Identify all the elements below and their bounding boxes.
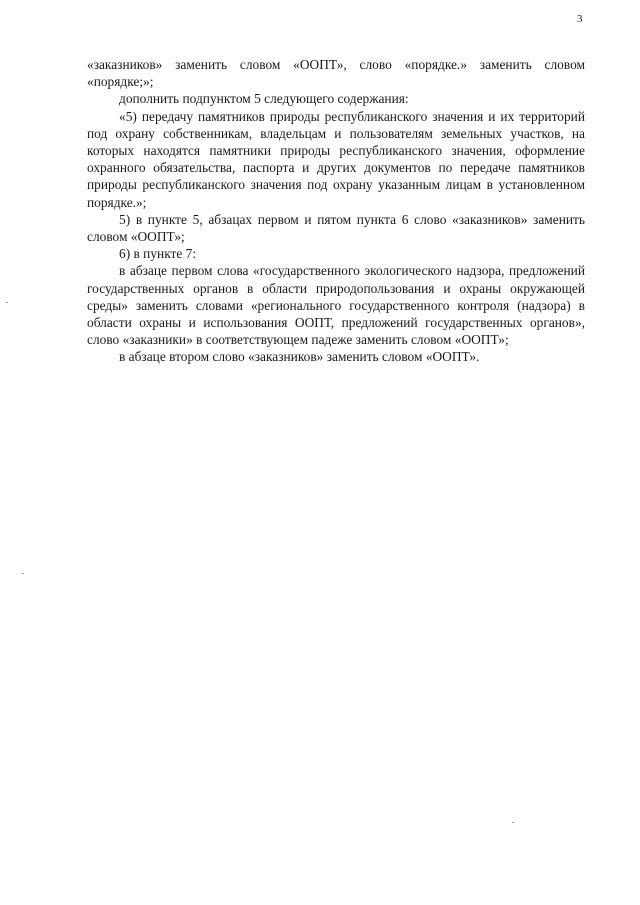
paragraph-item-6-second-clause: в абзаце втором слово «заказников» заменить словом «ООПТ». xyxy=(119,349,480,365)
paragraph-subpoint-5-text: «5) передачу памятников природы республиканского значения и их территорий под охрану собственникам, владельцам и пользователям земельных участков, на которых находятся памятники природы республиканского значения, оформление охранного обязательства, паспорта и других документов по передаче памятников природы республиканского значения под охрану указанным лицам в установленном порядке.»; xyxy=(87,108,585,210)
document-body xyxy=(87,56,585,366)
paragraph-item-6: 6) в пункте 7: xyxy=(119,246,197,262)
scan-speck xyxy=(512,822,514,823)
paragraph-item-6-first-clause: в абзаце первом слова «государственного экологического надзора, предложений государственных органов в области природопользования и охраны окружающей среды» заменить словами «регионального государственного контроля (надзора) в области охраны и использования ООПТ, предложений государственных органов», слово «заказники» в соответствующем падеже заменить словом «ООПТ»; xyxy=(87,263,585,348)
scan-speck xyxy=(6,302,8,303)
paragraph-continuation: «заказников» заменить словом «ООПТ», слово «порядке.» заменить словом «порядке;»; xyxy=(87,57,585,90)
paragraph-add-subpoint: дополнить подпунктом 5 следующего содержания: xyxy=(119,91,409,107)
scan-speck xyxy=(22,573,24,574)
page-number: 3 xyxy=(577,13,583,25)
paragraph-item-5: 5) в пункте 5, абзацах первом и пятом пункта 6 слово «заказников» заменить словом «ООПТ»; xyxy=(87,211,585,245)
